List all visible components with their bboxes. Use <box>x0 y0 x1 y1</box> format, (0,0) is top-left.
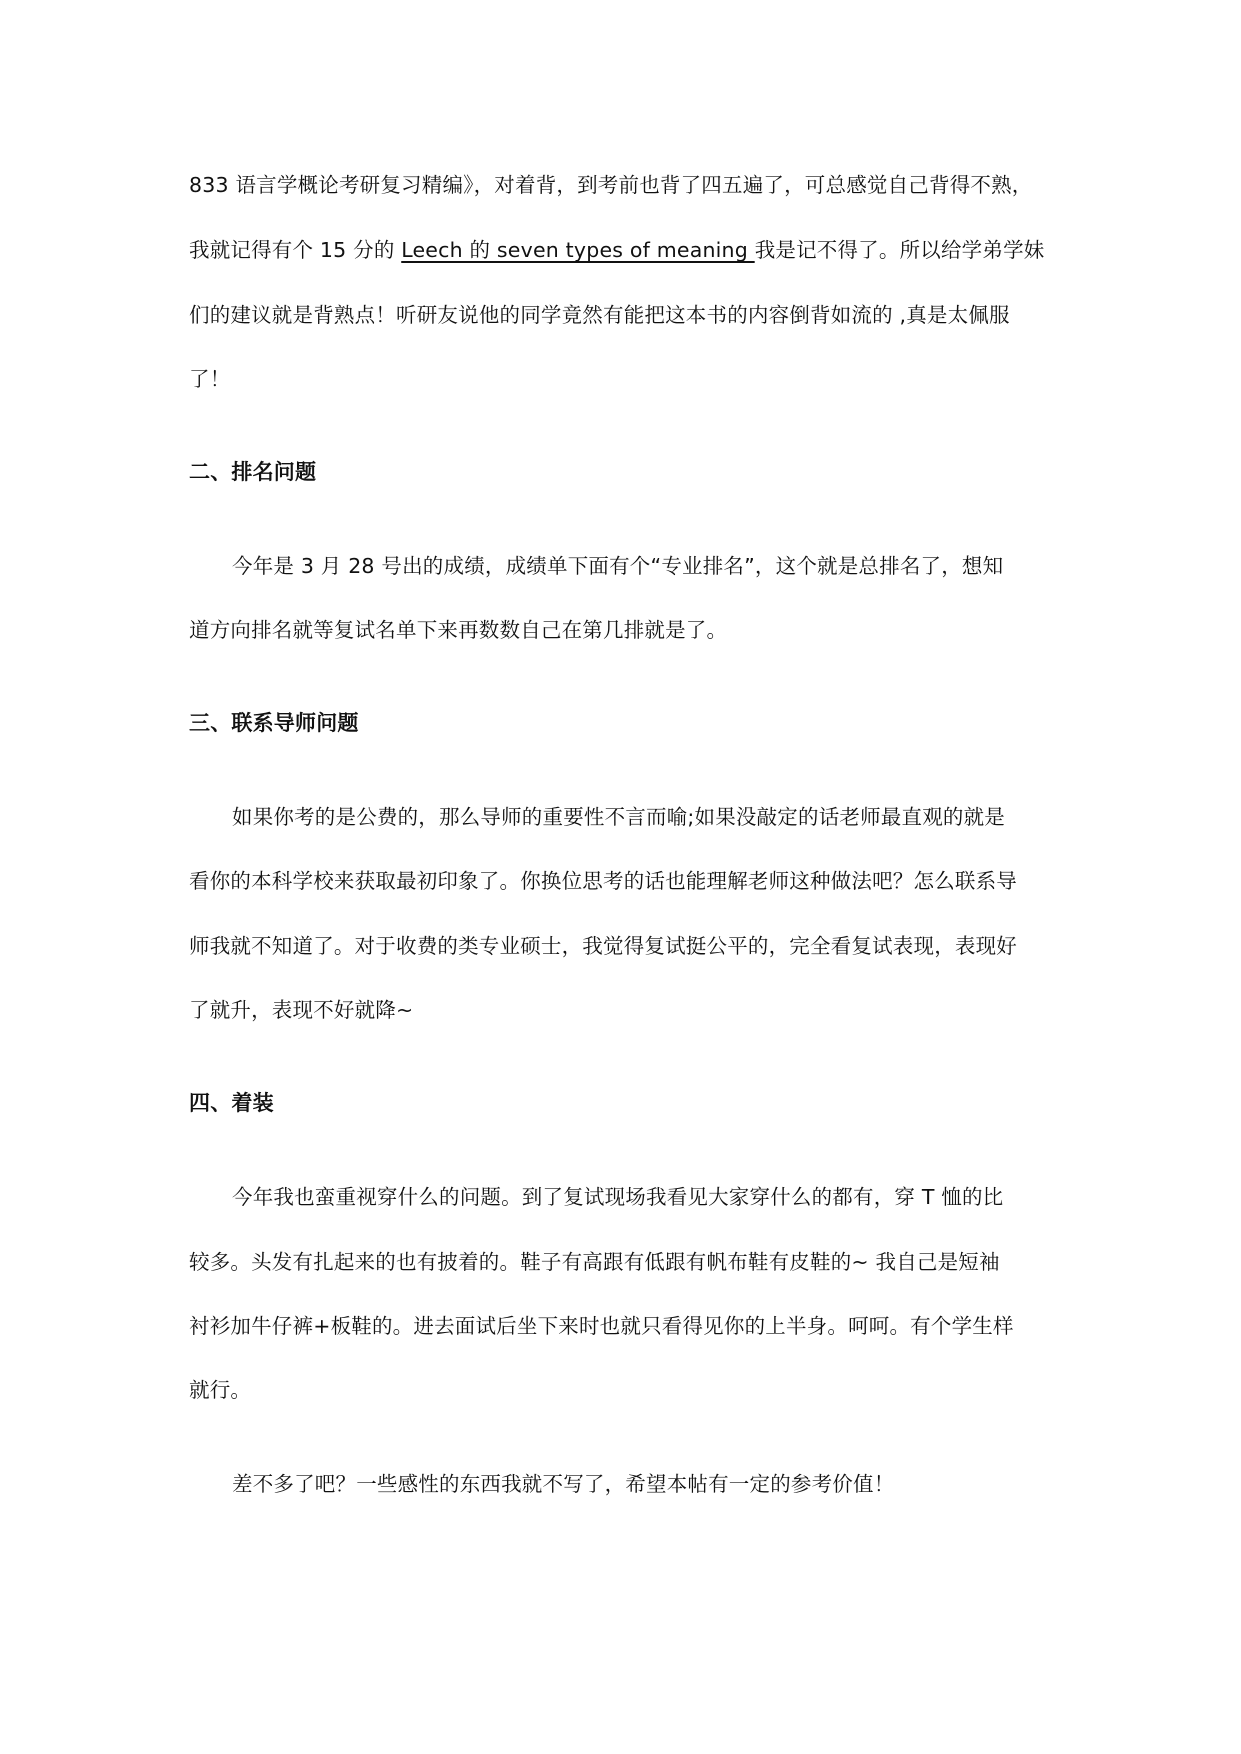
advisor-line-4: 了就升，表现不好就降~ <box>189 998 414 1022</box>
dress-line-4: 就行。 <box>189 1378 252 1402</box>
heading-advisor: 三、联系导师问题 <box>189 711 359 735</box>
paragraph-study-line-2 <box>189 235 1069 265</box>
underlined-phrase: Leech 的 seven types of meaning <box>401 238 755 262</box>
advisor-line-1: 如果你考的是公费的，那么导师的重要性不言而喻;如果没敲定的话老师最直观的就是 <box>232 805 1006 829</box>
advisor-line-2: 看你的本科学校来获取最初印象了。你换位思考的话也能理解老师这种做法吧？怎么联系导 <box>189 869 1017 893</box>
dress-line-1: 今年我也蛮重视穿什么的问题。到了复试现场我看见大家穿什么的都有，穿 T 恤的比 <box>232 1185 1004 1209</box>
line-2-suffix: 我是记不得了。所以给学弟学妹 <box>754 238 1045 262</box>
paragraph-study-line-3: 们的建议就是背熟点！听研友说他的同学竟然有能把这本书的内容倒背如流的 ,真是太佩服 <box>189 303 1010 327</box>
heading-dress: 四、着装 <box>189 1091 274 1115</box>
dress-line-2: 较多。头发有扎起来的也有披着的。鞋子有高跟有低跟有帆布鞋有皮鞋的~ 我自己是短袖 <box>189 1250 1000 1274</box>
dress-line-3: 衬衫加牛仔裤+板鞋的。进去面试后坐下来时也就只看得见你的上半身。呵呵。有个学生样 <box>189 1314 1014 1338</box>
heading-ranking: 二、排名问题 <box>189 460 317 484</box>
paragraph-study-line-1: 833 语言学概论考研复习精编》，对着背，到考前也背了四五遍了，可总感觉自己背得不熟， <box>189 173 1033 197</box>
ranking-line-2: 道方向排名就等复试名单下来再数数自己在第几排就是了。 <box>189 618 728 642</box>
line-2-prefix: 我就记得有个 15 分的 <box>189 238 402 262</box>
closing-line-1: 差不多了吧？一些感性的东西我就不写了，希望本帖有一定的参考价值！ <box>232 1472 895 1496</box>
advisor-line-3: 师我就不知道了。对于收费的类专业硕士，我觉得复试挺公平的，完全看复试表现，表现好 <box>189 934 1017 958</box>
ranking-line-1: 今年是 3 月 28 号出的成绩，成绩单下面有个“专业排名”，这个就是总排名了，想知 <box>232 554 1004 578</box>
paragraph-study-line-4: 了！ <box>189 367 231 391</box>
